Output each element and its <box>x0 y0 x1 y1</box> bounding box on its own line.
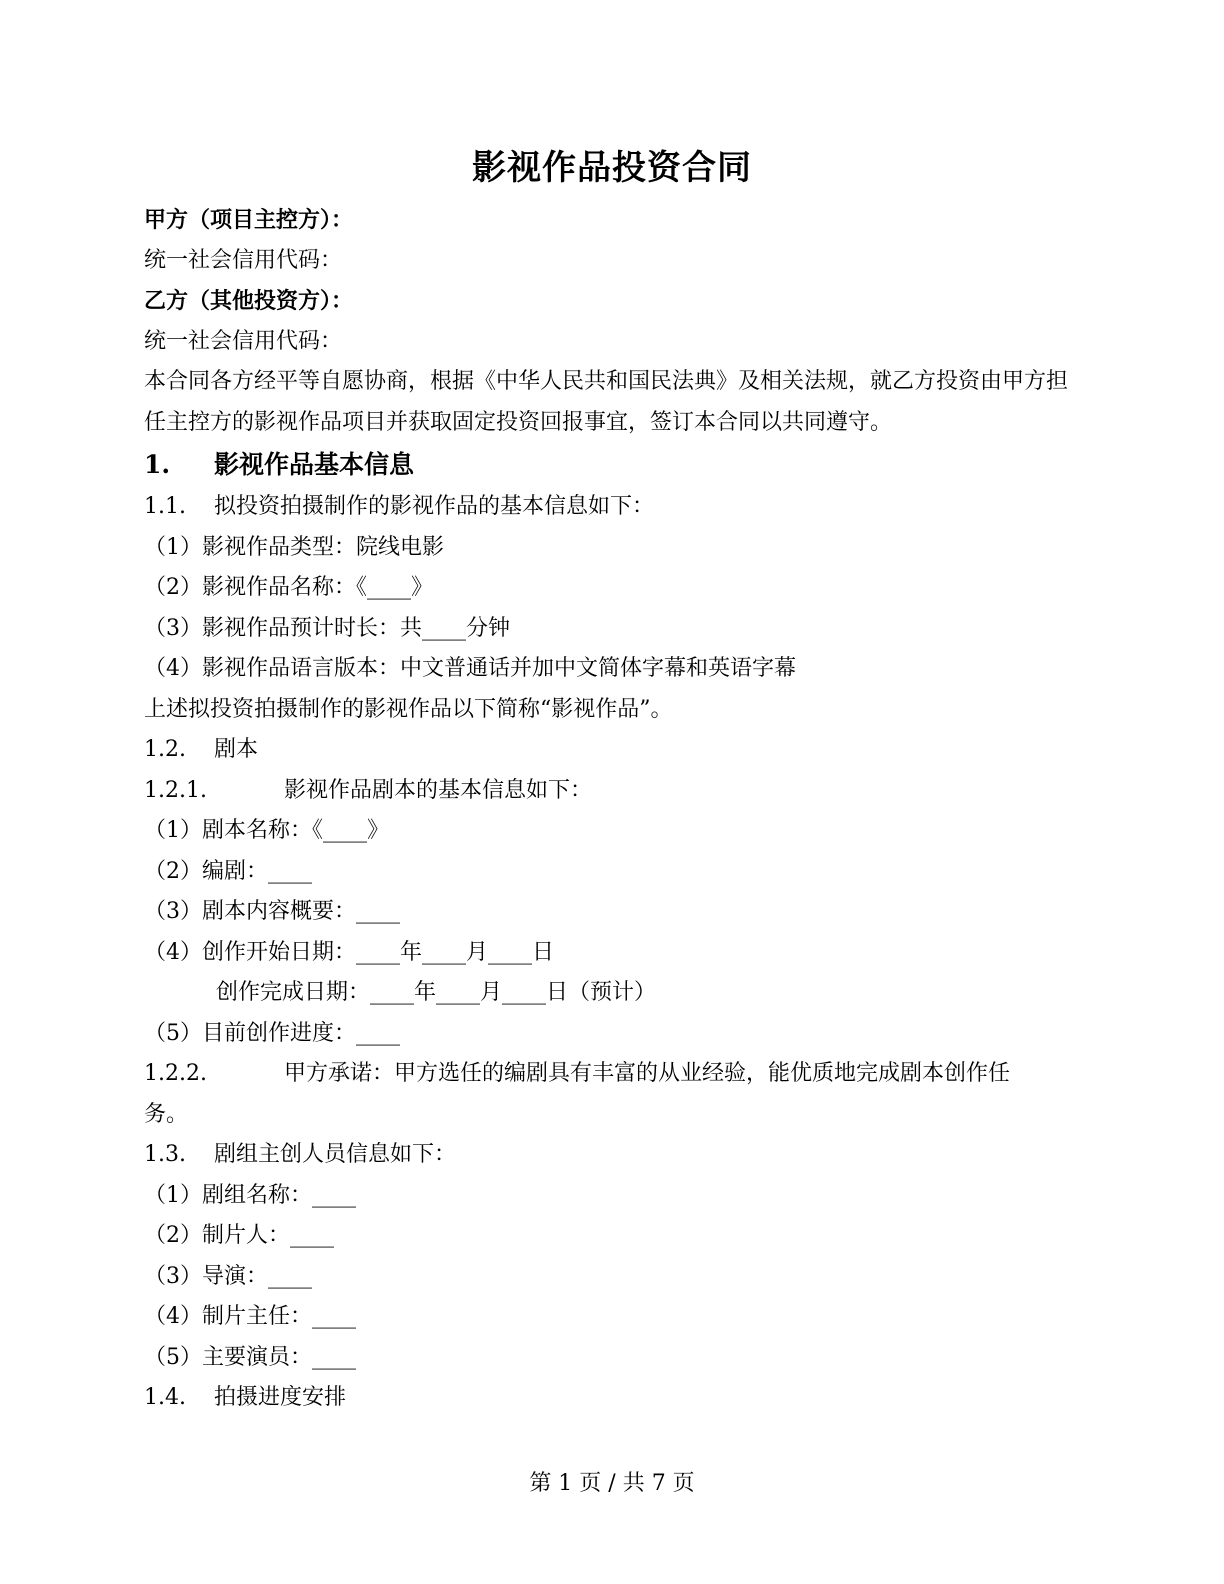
clause-1-2-2 <box>144 1054 1084 1095</box>
clause-1-2-1 <box>144 771 1084 812</box>
list-item: （5）主要演员：____ <box>144 1344 356 1370</box>
list-item: （2）影视作品名称：《____》 <box>144 575 433 600</box>
clause-text: 剧组主创人员信息如下： <box>214 1142 457 1167</box>
clause-text: 拍摄进度安排 <box>214 1385 347 1410</box>
party-a-label: 甲方（项目主控方）： <box>144 207 354 233</box>
page-title: 影视作品投资合同 <box>472 148 752 188</box>
party-a-credit-code: 统一社会信用代码： <box>144 247 343 273</box>
list-item: （2）制片人：____ <box>144 1223 334 1248</box>
party-b-label: 乙方（其他投资方）： <box>144 288 354 314</box>
intro-paragraph: 本合同各方经平等自愿协商，根据《中华人民共和国民法典》及相关法规，就乙方投资由甲方担任主控方的影视作品项目并获取固定投资回报事宜，签订本合同以共同遵守。 <box>144 369 1069 435</box>
list-item: （1）影视作品类型：院线电影 <box>144 534 444 560</box>
party-b-credit-code: 统一社会信用代码： <box>144 328 343 354</box>
clause-number: 1.4. <box>144 1385 186 1410</box>
clause-1-4 <box>144 1378 1084 1419</box>
clause-number: 1.3. <box>144 1142 186 1167</box>
script-finish-date: 创作完成日期：____年____月____日（预计） <box>216 980 657 1005</box>
page-footer: 第 1 页 / 共 7 页 <box>529 1471 695 1496</box>
list-item: （4）影视作品语言版本：中文普通话并加中文简体字幕和英语字幕 <box>144 656 796 681</box>
clause-text: 甲方承诺：甲方选任的编剧具有丰富的从业经验，能优质地完成剧本创作任 <box>284 1061 1011 1086</box>
clause-1-3 <box>144 1135 1084 1176</box>
clause-1-1 <box>144 487 1084 528</box>
list-item: （2）编剧：____ <box>144 858 312 884</box>
clause-number: 1.2.1. <box>144 777 207 803</box>
list-item: （1）剧本名称：《____》 <box>144 818 389 843</box>
list-item: （3）影视作品预计时长：共____分钟 <box>144 615 510 641</box>
clause-number: 1.2. <box>144 737 186 762</box>
document-body <box>144 200 1084 1419</box>
list-item: （3）导演：____ <box>144 1263 312 1289</box>
section-title: 影视作品基本信息 <box>214 450 415 479</box>
clause-text: 影视作品剧本的基本信息如下： <box>284 777 593 803</box>
list-item: （3）剧本内容概要：____ <box>144 899 400 924</box>
clause-text: 拟投资拍摄制作的影视作品的基本信息如下： <box>214 494 655 519</box>
clause-1-2 <box>144 730 1084 771</box>
list-item: （1）剧组名称：____ <box>144 1182 356 1208</box>
list-item: （4）创作开始日期：____年____月____日 <box>144 939 554 965</box>
clause-number: 1.1. <box>144 494 186 519</box>
list-item: （5）目前创作进度：____ <box>144 1020 400 1046</box>
clause-text: 剧本 <box>214 737 259 762</box>
section-number: 1. <box>144 450 171 479</box>
clause-1-1-note: 上述拟投资拍摄制作的影视作品以下简称“影视作品”。 <box>144 696 673 722</box>
clause-number: 1.2.2. <box>144 1061 207 1086</box>
clause-1-2-2-continued: 务。 <box>144 1101 189 1127</box>
list-item: （4）制片主任：____ <box>144 1304 356 1329</box>
section-1-heading <box>144 443 1084 487</box>
